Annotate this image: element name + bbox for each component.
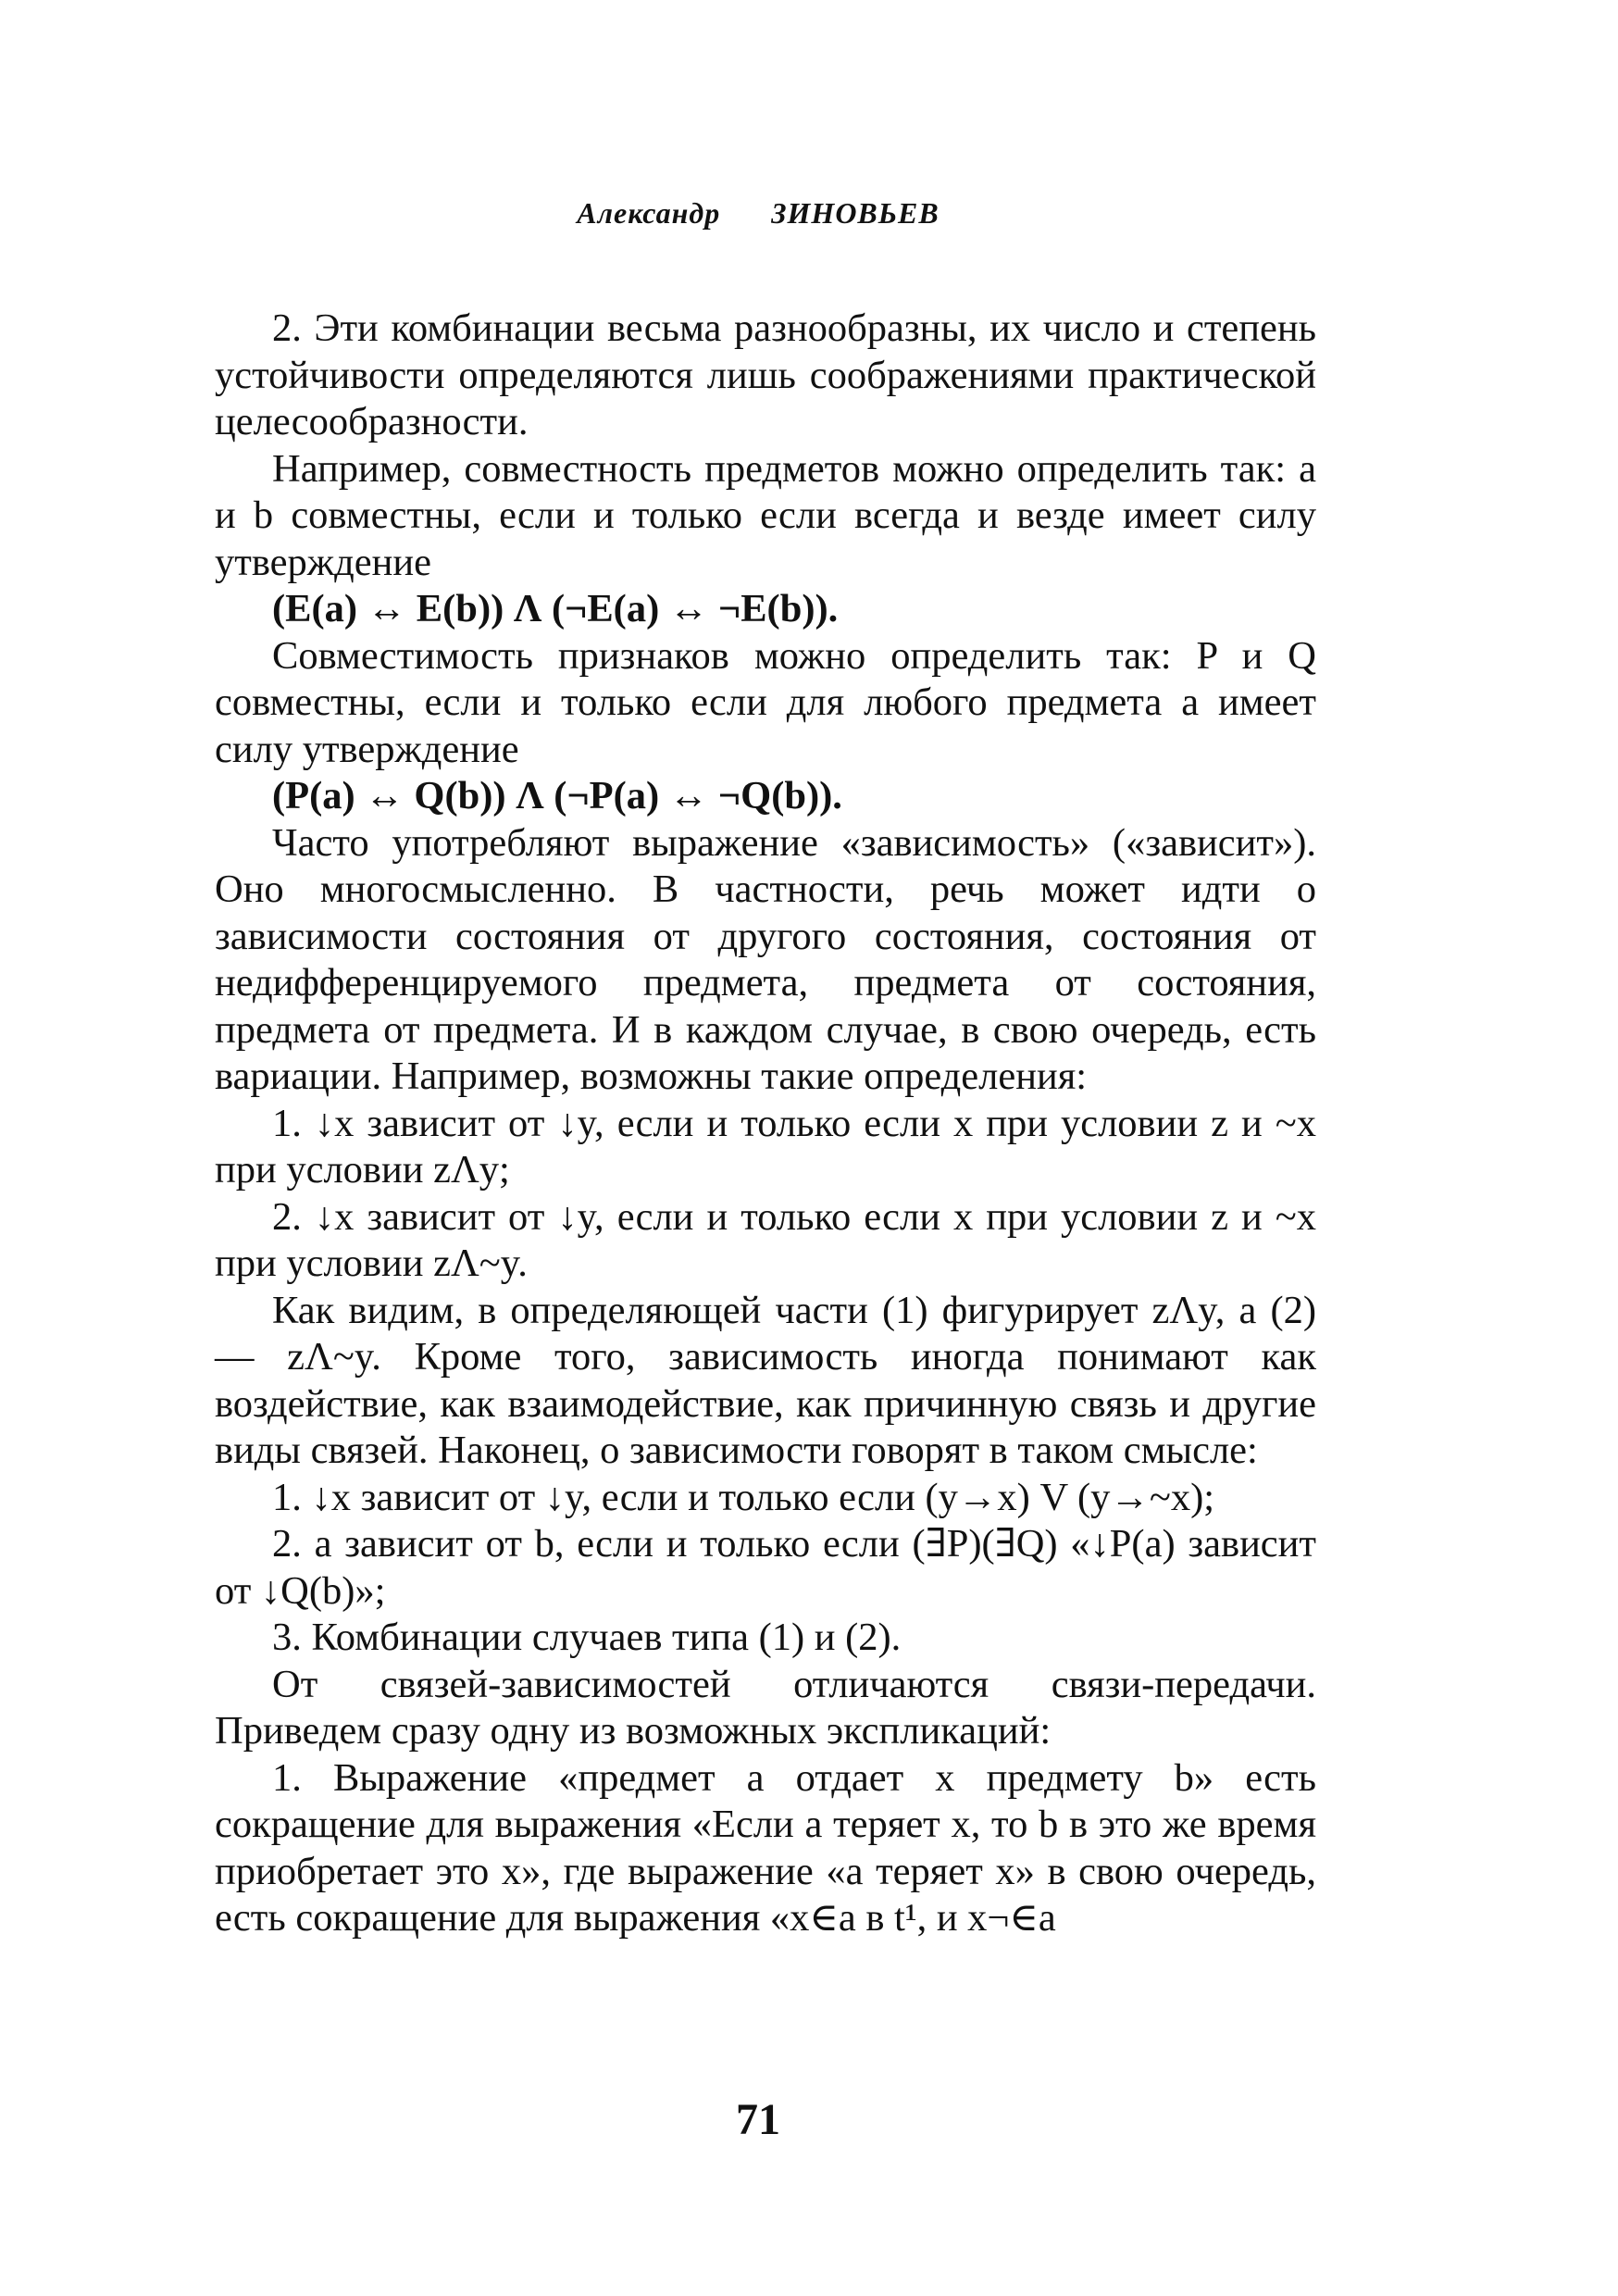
definition-item: 1. ↓x зависит от ↓y, если и только если (y→x) V (y→~x); [272,1475,1215,1519]
body-text [215,306,1316,1942]
formula: (P(a) ↔ Q(b)) Λ (¬P(a) ↔ ¬Q(b)). [272,774,842,817]
author-first-name: Александр [577,196,721,230]
paragraph: Совместимость признаков можно определить так: P и Q совместны, если и только если для любого предмета a имеет силу утверждение [215,633,1316,771]
formula: (E(a) ↔ E(b)) Λ (¬E(a) ↔ ¬E(b)). [272,587,839,630]
author-last-name: ЗИНОВЬЕВ [771,196,940,230]
paragraph: От связей-зависимостей отличаются связи-передачи. Приведем сразу одну из возможных экспликаций: [215,1662,1316,1753]
paragraph: Часто употребляют выражение «зависимость» («зависит»). Оно многосмысленно. В частности, речь может идти о зависимости состояния от другого состояния, состояния от недифференцируемого предмета, предмета от состояния, предмета от предмета. И в каждом случае, в свою очередь, есть вариации. Например, возможны такие определения: [215,820,1316,1098]
paragraph: Как видим, в определяющей части (1) фигурирует zΛy, а (2) — zΛ~y. Кроме того, зависимость иногда понимают как воздействие, как взаимодействие, как причинную связь и другие виды связей. Наконец, о зависимости говорят в таком смысле: [215,1288,1316,1472]
paragraph: Например, совместность предметов можно определить так: a и b совместны, если и только если всегда и везде имеет силу утверждение [215,446,1316,584]
paragraph: 2. Эти комбинации весьма разнообразны, их число и степень устойчивости определяются лишь соображениями практической целесообразности. [215,306,1316,443]
definition-item: 3. Комбинации случаев типа (1) и (2). [272,1616,902,1659]
running-header [0,196,1516,231]
page-number: 71 [736,2095,780,2144]
definition-item: 2. a зависит от b, если и только если (∃P)(∃Q) «↓P(a) зависит от ↓Q(b)»; [215,1522,1316,1613]
definition-item: 1. ↓x зависит от ↓y, если и только если x при условии z и ~x при условии zΛy; [215,1101,1316,1192]
definition-item: 2. ↓x зависит от ↓y, если и только если x при условии z и ~x при условии zΛ~y. [215,1194,1316,1285]
definition-item: 1. Выражение «предмет a отдает x предмету b» есть сокращение для выражения «Если a теряет x, то b в это же время приобретает это x», где выражение «a теряет x» в свою очередь, есть сокращение для выражения «x∈a в t¹, и x¬∈a [215,1755,1316,1940]
